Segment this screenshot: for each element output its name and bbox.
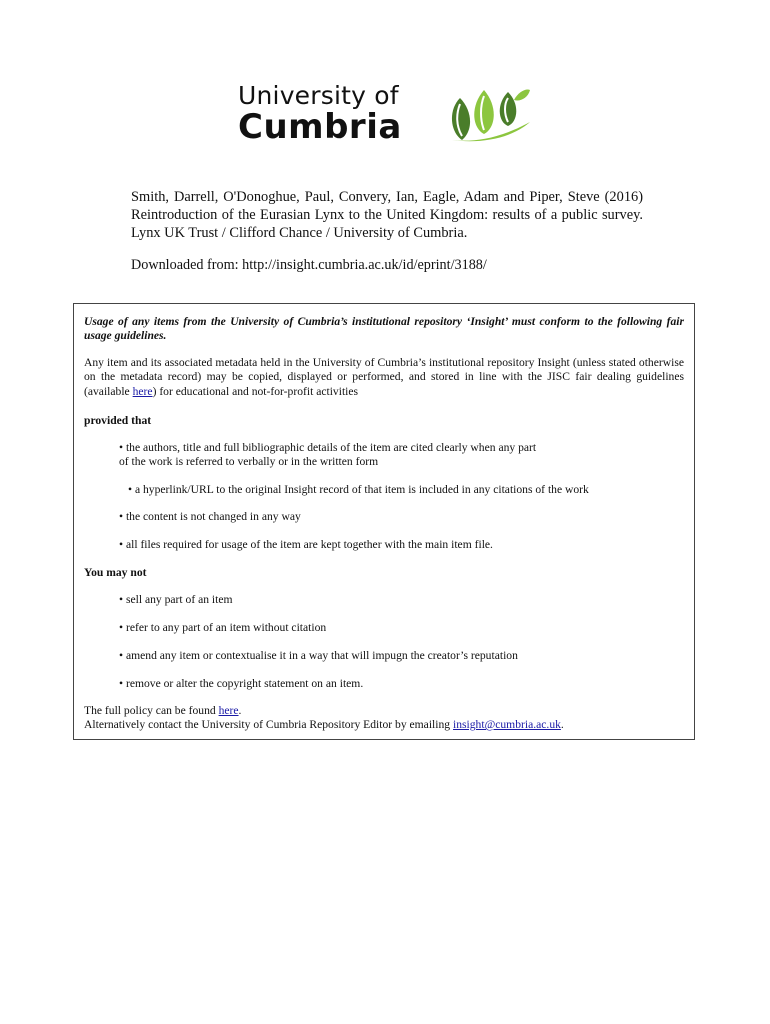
usage-heading: Usage of any items from the University of Cumbria’s institutional repository ‘Insight’ must conform to the following fair usage guidelines.: [84, 315, 684, 343]
list-item: • a hyperlink/URL to the original Insight record of that item is included in any citations of the work: [128, 483, 589, 496]
contact-line: [84, 718, 684, 732]
you-may-not-heading: You may not: [84, 566, 147, 579]
list-item: • refer to any part of an item without citation: [119, 621, 327, 634]
metadata-text: Any item and its associated metadata held in the University of Cumbria’s institutional repository Insight (unless stated otherwise on the metadata record) may be copied, displayed or performed, and stored in line with the JISC fair dealing guidelines (available: [84, 356, 684, 398]
full-policy-link[interactable]: here: [218, 704, 239, 717]
download-url[interactable]: http://insight.cumbria.ac.uk/id/eprint/3188/: [242, 257, 487, 273]
logo-text-university-of: University of: [238, 81, 399, 110]
usage-policy-box: [73, 303, 695, 740]
list-item-text: • the authors, title and full bibliographic details of the item are cited clearly when any part: [119, 441, 537, 454]
leaves-icon: [442, 82, 532, 142]
university-logo: [238, 81, 538, 147]
full-policy-text: The full policy can be found: [84, 704, 219, 717]
list-item: • amend any item or contextualise it in a way that will impugn the creator’s reputation: [119, 649, 518, 662]
list-item: • sell any part of an item: [119, 593, 233, 606]
download-source: [131, 256, 651, 274]
metadata-text-end: ) for educational and not-for-profit activities: [152, 384, 359, 398]
list-item: • remove or alter the copyright statement on an item.: [119, 677, 364, 690]
contact-text: Alternatively contact the University of Cumbria Repository Editor by emailing: [84, 718, 453, 731]
logo-text-cumbria: Cumbria: [238, 107, 402, 147]
metadata-paragraph: [84, 356, 684, 399]
provided-that-heading: provided that: [84, 414, 152, 427]
list-item: • the content is not changed in any way: [119, 510, 301, 523]
list-item: • all files required for usage of the item are kept together with the main item file.: [119, 538, 493, 551]
full-policy-end: .: [238, 704, 242, 717]
list-item: [119, 441, 684, 470]
list-item-text: of the work is referred to verbally or in the written form: [119, 455, 379, 469]
full-policy-line: [84, 704, 684, 718]
contact-email-link[interactable]: insight@cumbria.ac.uk: [453, 718, 561, 731]
jisc-guidelines-link[interactable]: here: [132, 384, 153, 398]
downloaded-label: Downloaded from:: [131, 257, 243, 273]
contact-end: .: [560, 718, 564, 731]
citation-text: Smith, Darrell, O'Donoghue, Paul, Convery, Ian, Eagle, Adam and Piper, Steve (2016) Reintroduction of the Eurasian Lynx to the United Kingdom: results of a public survey. Lynx UK Trust / Clifford Chance / University of Cumbria.: [131, 189, 643, 241]
